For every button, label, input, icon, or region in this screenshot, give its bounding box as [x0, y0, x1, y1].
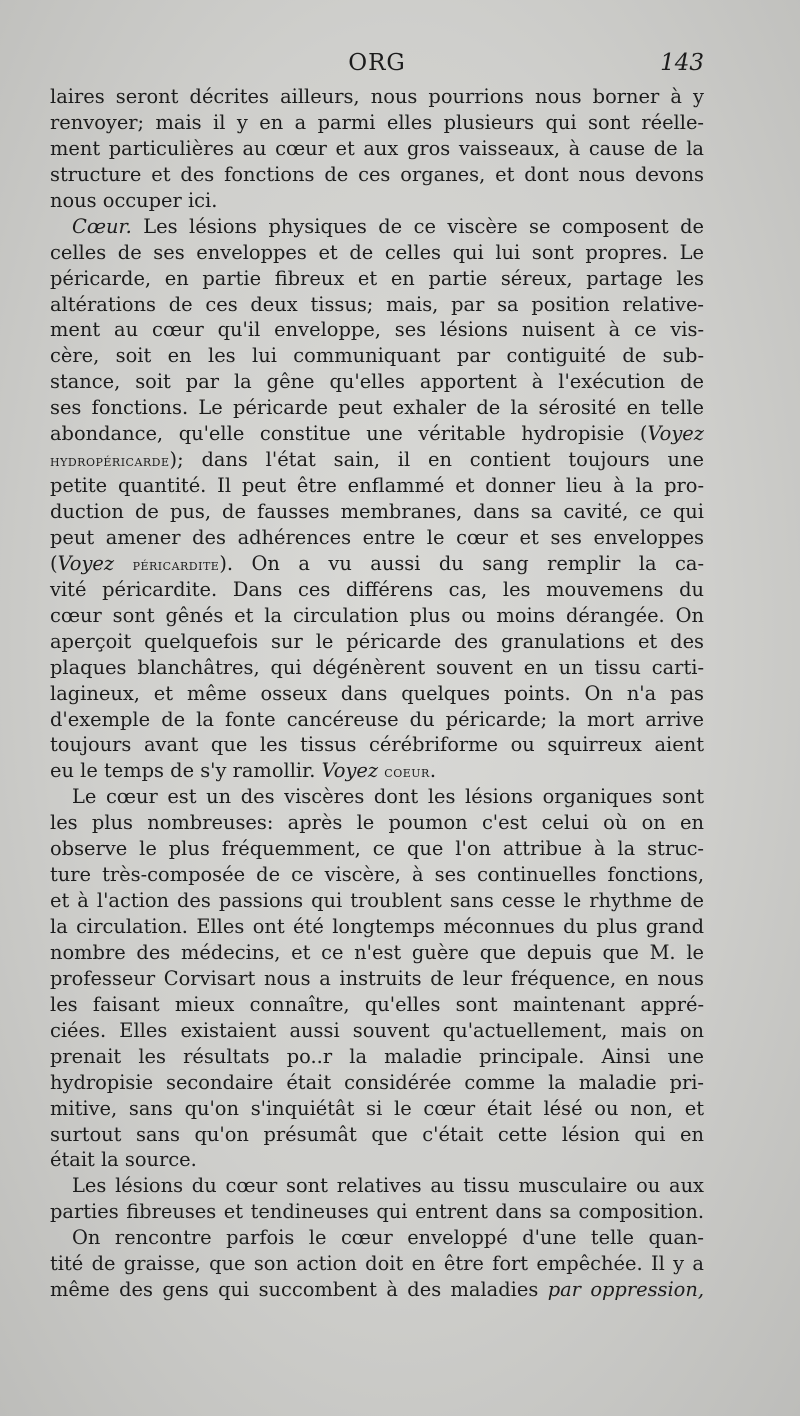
text-line — [50, 447, 704, 473]
text-line: professeur Corvisart nous a instruits de leur fréquence, en nous — [50, 966, 704, 990]
text-line: petite quantité. Il peut être enflammé et donner lieu à la pro- — [50, 474, 704, 498]
text-run: ); dans l'état sain, il en contient toujours une — [169, 448, 704, 472]
text-line: vité péricardite. Dans ces différens cas, les mouvemens du — [50, 577, 704, 601]
text-run: eu le temps de s'y ramollir. — [50, 759, 322, 783]
small-caps-reference: hydropéricarde — [50, 452, 170, 471]
text-line: nombre des médecins, et ce n'est guère que depuis que M. le — [50, 940, 704, 964]
italic-text: Voyez — [647, 422, 704, 446]
text-run: ). On a vu aussi du sang remplir la ca- — [219, 551, 704, 575]
text-line: renvoyer; mais il y en a parmi elles plusieurs qui sont réelle- — [50, 110, 704, 134]
text-run: abondance, qu'elle constitue une véritable hydropisie ( — [50, 422, 648, 446]
text-line: observe le plus fréquemment, ce que l'on attribue à la struc- — [50, 837, 704, 861]
page-number: 143 — [660, 50, 704, 76]
running-head — [50, 50, 704, 86]
italic-text: Cœur. — [72, 214, 132, 238]
text-line: cère, soit en les lui communiquant par contiguité de sub- — [50, 344, 704, 368]
text-line: Le cœur est un des viscères dont les lésions organiques sont — [72, 785, 704, 809]
text-line: et à l'action des passions qui troublent sans cesse le rhythme de — [50, 889, 704, 913]
text-line: laires seront décrites ailleurs, nous pourrions nous borner à y — [50, 85, 704, 108]
text-line: plaques blanchâtres, qui dégénèrent souvent en un tissu carti- — [50, 655, 704, 679]
text-line — [50, 551, 704, 577]
small-caps-reference: péricardite — [132, 555, 220, 574]
body-text — [50, 84, 704, 1303]
text-line: ciées. Elles existaient aussi souvent qu'actuellement, mais on — [50, 1018, 704, 1042]
italic-text: par oppression, — [547, 1278, 704, 1302]
text-line: tité de graisse, que son action doit en être fort empêchée. Il y a — [50, 1252, 704, 1276]
text-line: ses fonctions. Le péricarde peut exhaler de la sérosité en telle — [50, 396, 704, 420]
text-line — [50, 1277, 704, 1303]
text-line: peut amener des adhérences entre le cœur et ses enveloppes — [50, 525, 704, 549]
text-line: structure et des fonctions de ces organes, et dont nous devons — [50, 162, 704, 186]
text-run: même des gens qui succombent à des maladies — [50, 1278, 548, 1302]
text-line: toujours avant que les tissus cérébriforme ou squirreux aient — [50, 733, 704, 757]
text-line: ture très-composée de ce viscère, à ses continuelles fonctions, — [50, 863, 704, 887]
text-run — [114, 552, 132, 575]
italic-text: Voyez — [321, 759, 379, 783]
text-line: d'exemple de la fonte cancéreuse du péricarde; la mort arrive — [50, 707, 704, 731]
text-line: péricarde, en partie fibreux et en partie séreux, partage les — [50, 266, 704, 290]
text-line: nous occuper ici. — [50, 188, 218, 212]
text-line: ment particulières au cœur et aux gros vaisseaux, à cause de la — [50, 136, 704, 160]
text-line — [50, 758, 704, 784]
text-run: ( — [50, 551, 58, 575]
text-line: lagineux, et même osseux dans quelques points. On n'a pas — [50, 681, 704, 705]
text-line: altérations de ces deux tissus; mais, par sa position relative- — [50, 292, 704, 316]
text-line: les plus nombreuses: après le poumon c'est celui où on en — [50, 811, 704, 835]
text-line: stance, soit par la gêne qu'elles apportent à l'exécution de — [50, 370, 704, 394]
text-line: hydropisie secondaire était considérée comme la maladie pri- — [50, 1070, 704, 1094]
text-line: la circulation. Elles ont été longtemps méconnues du plus grand — [50, 915, 704, 938]
text-line: Les lésions du cœur sont relatives au tissu musculaire ou aux — [72, 1174, 704, 1198]
text-run: Les lésions physiques de ce viscère se composent de — [131, 214, 704, 238]
text-line: les faisant mieux connaître, qu'elles sont maintenant appré- — [50, 992, 704, 1016]
text-line: cœur sont gênés et la circulation plus ou moins dérangée. On — [50, 603, 704, 627]
text-line: mitive, sans qu'on s'inquiétât si le cœur était lésé ou non, et — [50, 1096, 704, 1120]
text-line: surtout sans qu'on présumât que c'était cette lésion qui en — [50, 1122, 704, 1146]
text-line — [50, 214, 704, 240]
text-line: était la source. — [50, 1148, 197, 1172]
text-line: aperçoit quelquefois sur le péricarde des granulations et des — [50, 629, 704, 653]
text-line — [50, 421, 704, 447]
text-run: . — [429, 759, 436, 783]
text-line: celles de ses enveloppes et de celles qui lui sont propres. Le — [50, 240, 704, 264]
text-line: parties fibreuses et tendineuses qui entrent dans sa composition. — [50, 1200, 704, 1224]
text-line: On rencontre parfois le cœur enveloppé d'une telle quan- — [72, 1226, 704, 1250]
text-line: prenait les résultats po..r la maladie principale. Ainsi une — [50, 1044, 704, 1068]
text-line: duction de pus, de fausses membranes, dans sa cavité, ce qui — [50, 500, 704, 523]
text-line: ment au cœur qu'il enveloppe, ses lésions nuisent à ce vis- — [50, 318, 704, 342]
italic-text: Voyez — [57, 551, 115, 575]
small-caps-reference: coeur — [384, 763, 430, 782]
running-title: ORG — [348, 50, 406, 76]
